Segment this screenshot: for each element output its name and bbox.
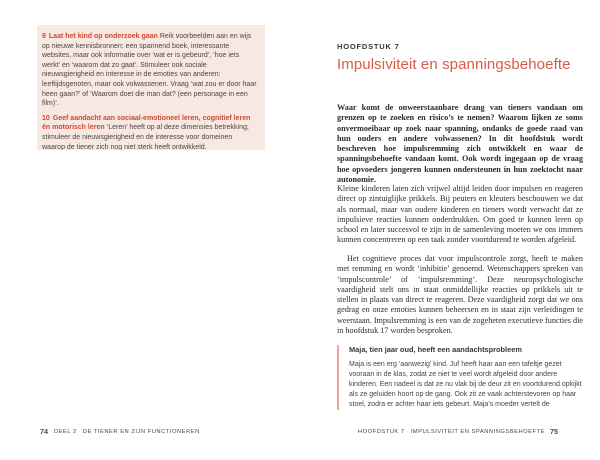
tip-label: Geef aandacht aan sociaal-emotioneel leren, cognitief leren én motorisch leren: [42, 114, 251, 132]
case-study-heading: Maja, tien jaar oud, heeft een aandachtsprobleem: [349, 345, 522, 354]
case-study-text: Maja is een erg ‘aanwezig’ kind. Juf heeft haar aan een tafeltje gezet vooraan in de klas, zodat ze niet te veel wordt afgeleid door andere kinderen. Een nadeel is dat ze nu vlak bij de deur zit en voortdurend opkijkt als ze geluiden hoort op de gang. Ook zit ze vaak achterstevoren op haar stoel, zodra er achter haar iets gebeurt. Maja’s moeder vertelt de: [349, 361, 582, 408]
body-paragraph: Het cognitieve proces dat voor impulscontrole zorgt, heeft te maken met remming en wordt ‘inhibitie’ genoemd. Wetenschappers spreken van ‘impulscontrole’ of ‘impulsremming’. Deze neuropsychologische vaardigheid stelt ons in staat onmiddellijke reacties op prikkels uit te stellen in plaats van direct te reageren. Deze vaardigheid zorgt dat we ons gedrag en onze emoties kunnen beheersen en in staat zijn verleidingen te weerstaan. Impulsremming is een van de zogeheten executieve functies die in hoofdstuk 17 worden besproken.: [337, 254, 583, 336]
footer-chapter-title: IMPULSIVITEIT EN SPANNINGSBEHOEFTE: [410, 429, 545, 435]
case-study-box: [337, 345, 583, 410]
tip-text: Reik voorbeelden aan en wijs op nieuwe kennisbronnen: een spannend boek, interessante websites, maar ook informatie over ‘wat er is gebeurd’, ‘hoe iets werkt’ en ‘waarom dat zo gaat’. Stimuleer ook sociale nieuwsgierigheid en interesse in de emoties van anderen: leeftijdsgenoten, maar ook volwassenen. Vraag ‘wat zou er door haar heen gaan?’ of ‘Waarom doet die man dat? (een personage in een film)’.: [42, 33, 257, 108]
left-page-number: 74: [40, 426, 48, 436]
footer-chapter-label: HOOFDSTUK 7: [357, 429, 405, 435]
tip-item-10: [42, 114, 257, 150]
tip-label: Laat het kind op onderzoek gaan: [48, 33, 158, 40]
right-page-footer: [358, 426, 558, 435]
body-paragraph: Kleine kinderen laten zich vrijwel altijd leiden door impulsen en reageren direct op zintuiglijke prikkels. Bij peuters en kleuters beschouwen we dat als normaal, maar van oudere kinderen en tieners wordt verwacht dat ze impulsieve reacties kunnen onderdrukken. Om goed te kunnen leren op school en later succesvol te zijn in de samenleving moeten we ons immers kunnen concentreren op een taak zonder voortdurend te worden afgeleid.: [337, 184, 583, 245]
tip-number: 10: [42, 114, 50, 122]
left-page-footer: [40, 426, 200, 435]
footer-part-label: DEEL 2: [54, 429, 77, 435]
tip-item-9: [42, 32, 257, 109]
tip-number: 9: [42, 33, 46, 40]
chapter-title: Impulsiviteit en spanningsbehoefte: [337, 56, 571, 73]
tip-text: ‘Leren’ heeft op al deze dimensies betrekking; stimuleer de nieuwsgierigheid en de interesse voor domeinen waarop de tiener zich nog niet sterk heeft ontwikkeld.: [42, 124, 249, 150]
footer-section-title: DE TIENER EN ZIJN FUNCTIONEREN: [82, 429, 200, 435]
parenting-tips-highlight-box: [37, 25, 265, 150]
chapter-kicker: HOOFDSTUK 7: [337, 42, 400, 51]
right-page-number: 75: [550, 426, 558, 436]
chapter-intro-paragraph: Waar komt de onweerstaanbare drang van tieners vandaan om grenzen op te zoeken en risico’s te nemen? Waarom lijken ze soms onvermoeibaar op zoek naar spanning, ondanks de goede raad van hun ouders en andere volwassenen? In dit hoofdstuk wordt beschreven hoe impulsremming zich ontwikkelt en waar de spanningsbehoefte vandaan komt. Ook wordt ingegaan op de vraag hoe opvoeders jongeren kunnen ondersteunen in hun zoektocht naar autonomie.: [337, 103, 583, 185]
